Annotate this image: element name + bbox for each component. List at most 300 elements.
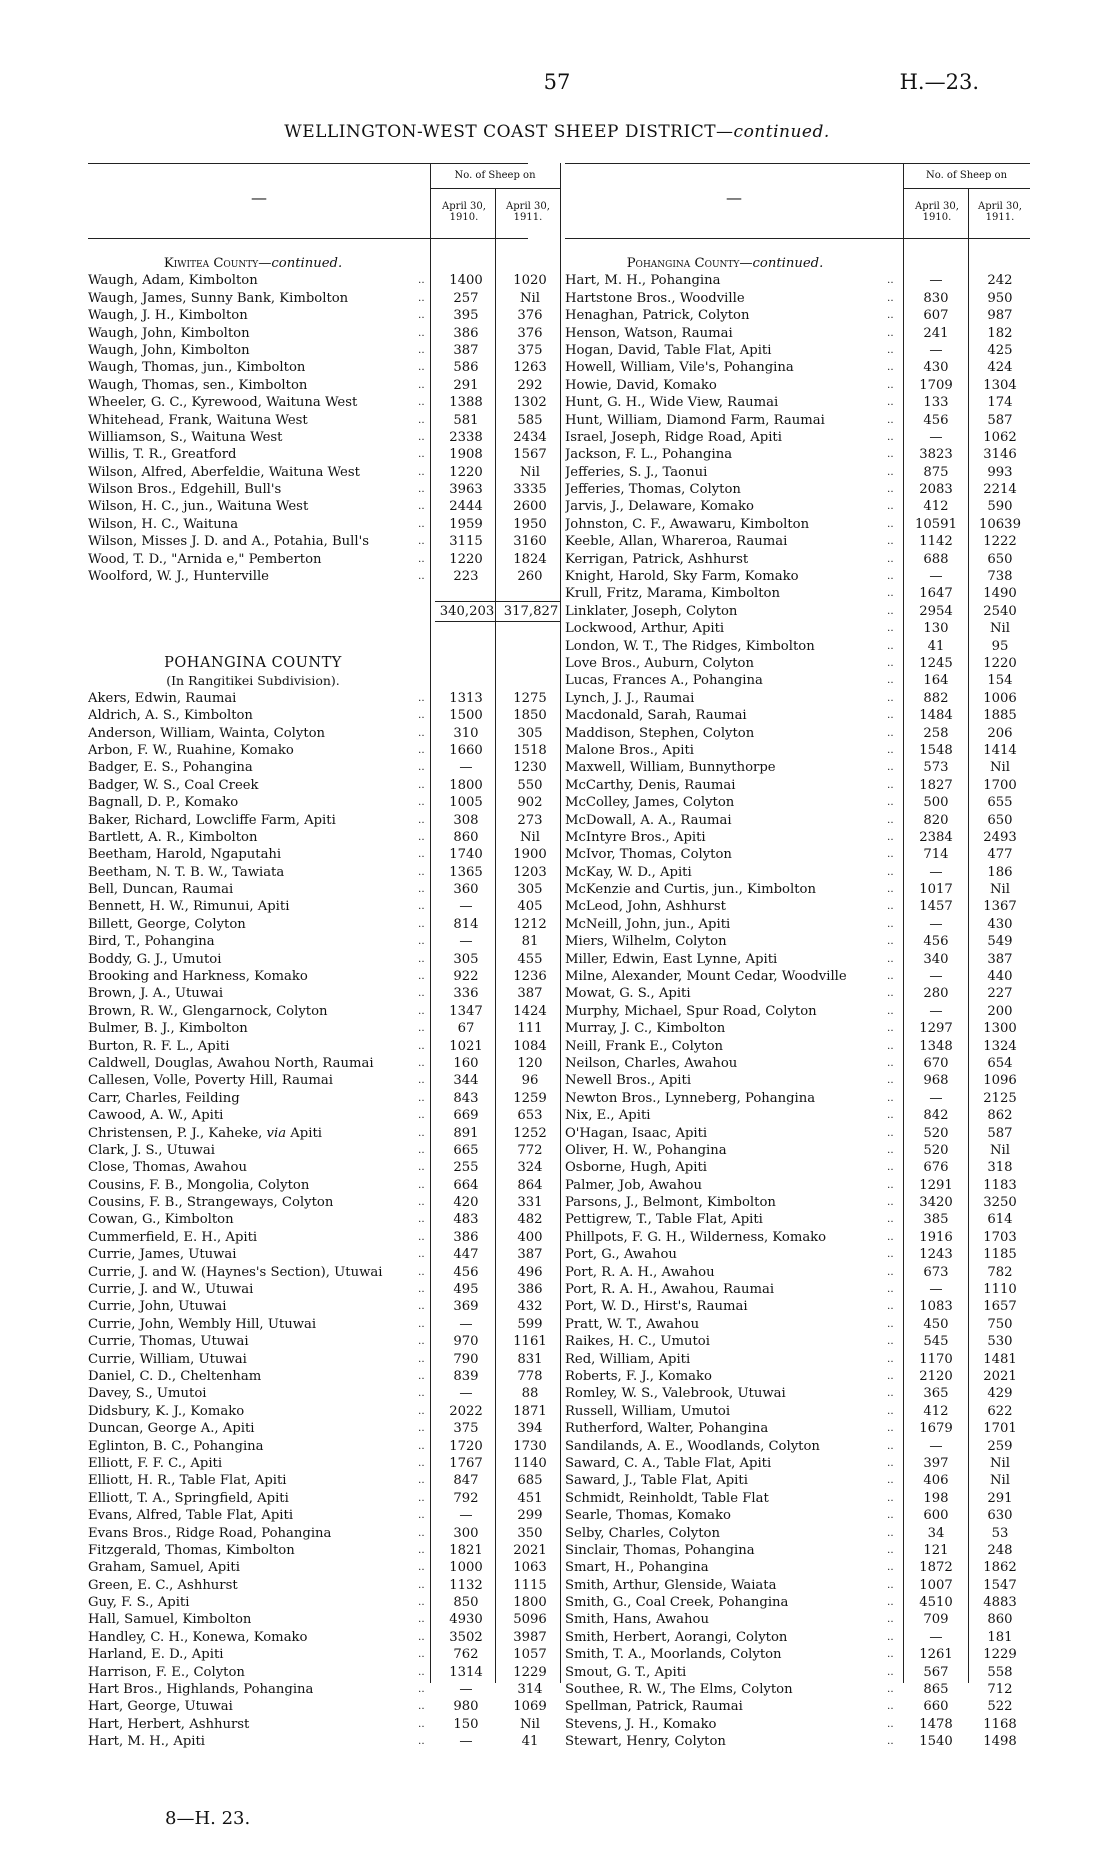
sheep-1910: 483 xyxy=(453,1212,479,1228)
sheep-1911: 987 xyxy=(987,308,1013,324)
holder-name-text: McDowall, A. A., Raumai xyxy=(565,812,732,828)
holder-name xyxy=(565,1420,885,1437)
holder-name xyxy=(565,377,885,394)
sheep-1911: 1259 xyxy=(513,1090,547,1106)
sheep-1910: 847 xyxy=(453,1473,479,1489)
sheep-1911: 1800 xyxy=(513,1595,547,1611)
leader-dots: ‥ xyxy=(887,1666,894,1678)
holder-name-text: Smith, Herbert, Aorangi, Colyton xyxy=(565,1629,788,1645)
section-heading xyxy=(565,255,885,272)
sheep-1911: 1703 xyxy=(983,1229,1017,1245)
holder-name-text: Jefferies, S. J., Taonui xyxy=(565,464,708,480)
holder-name xyxy=(88,290,418,307)
leader-dots: ‥ xyxy=(887,1475,894,1487)
holder-name-text: Johnston, C. F., Awawaru, Kimbolton xyxy=(565,516,810,532)
holder-name-text: Elliott, T. A., Springfield, Apiti xyxy=(88,1490,289,1506)
sheep-1911: 350 xyxy=(517,1525,543,1541)
sheep-1911: 425 xyxy=(987,342,1013,358)
name-column-header-right: — xyxy=(726,188,742,207)
holder-name xyxy=(565,951,885,968)
sheep-1911: 376 xyxy=(517,325,543,341)
holder-name xyxy=(565,777,885,794)
sheep-1911: 174 xyxy=(987,395,1013,411)
leader-dots: ‥ xyxy=(887,275,894,287)
holder-name xyxy=(88,1716,418,1733)
holder-name-text: Willis, T. R., Greatford xyxy=(88,447,237,463)
sheep-1911: 630 xyxy=(987,1508,1013,1524)
sheep-1910: 1083 xyxy=(919,1299,953,1315)
sheep-1911: 1304 xyxy=(983,377,1017,393)
holder-name-text: Christensen, P. J., Kaheke, xyxy=(88,1125,267,1141)
holder-name xyxy=(88,777,418,794)
holder-name xyxy=(88,1542,418,1559)
sheep-1910: 164 xyxy=(923,673,949,689)
holder-name-text: McColley, James, Colyton xyxy=(565,795,735,811)
table-row xyxy=(565,551,1030,568)
leader-dots: ‥ xyxy=(418,501,425,513)
holder-name-text: Currie, J. and W. (Haynes's Section), Utuwai xyxy=(88,1264,383,1280)
holder-name-text: Schmidt, Reinholdt, Table Flat xyxy=(565,1490,769,1506)
table-row xyxy=(88,1298,560,1315)
leader-dots: ‥ xyxy=(887,918,894,930)
sheep-1911: 831 xyxy=(517,1351,543,1367)
sheep-1911: 1950 xyxy=(513,516,547,532)
holder-name xyxy=(565,290,885,307)
holder-name xyxy=(88,1038,418,1055)
sheep-1911: 862 xyxy=(987,1108,1013,1124)
holder-name xyxy=(565,916,885,933)
sheep-1911: 599 xyxy=(517,1316,543,1332)
section-heading-continued: continued. xyxy=(271,256,343,271)
holder-name xyxy=(565,1594,885,1611)
sheep-1910: 1021 xyxy=(449,1038,483,1054)
table-row xyxy=(88,1716,560,1733)
sheep-1911: 260 xyxy=(517,569,543,585)
leader-dots: ‥ xyxy=(418,414,425,426)
table-row xyxy=(565,377,1030,394)
table-row xyxy=(88,916,560,933)
sheep-1910: 1647 xyxy=(919,586,953,602)
table-row xyxy=(88,342,560,359)
table-row xyxy=(565,1316,1030,1333)
leader-dots: ‥ xyxy=(887,1301,894,1313)
sheep-1911: 685 xyxy=(517,1473,543,1489)
holder-name-text: Rutherford, Walter, Pohangina xyxy=(565,1421,769,1437)
sheep-1910: 1916 xyxy=(919,1229,953,1245)
leader-dots: ‥ xyxy=(887,1701,894,1713)
holder-name xyxy=(88,1698,418,1715)
leader-dots: ‥ xyxy=(418,397,425,409)
sheep-1910: 336 xyxy=(453,986,479,1002)
sheep-1911: Nil xyxy=(990,882,1010,898)
sheep-1910: — xyxy=(929,1003,943,1019)
leader-dots: ‥ xyxy=(887,988,894,1000)
leader-dots: ‥ xyxy=(887,953,894,965)
table-row xyxy=(565,481,1030,498)
leader-dots: ‥ xyxy=(887,1562,894,1574)
holder-name-text: Currie, James, Utuwai xyxy=(88,1247,237,1263)
table-row xyxy=(565,1177,1030,1194)
table-row xyxy=(88,412,560,429)
sheep-1910: 2444 xyxy=(449,499,483,515)
holder-name xyxy=(565,1455,885,1472)
holder-name xyxy=(565,672,885,689)
leader-dots: ‥ xyxy=(418,1284,425,1296)
sheep-1911: 424 xyxy=(987,360,1013,376)
holder-name-italic: via xyxy=(266,1125,287,1141)
holder-name-text: Eglinton, B. C., Pohangina xyxy=(88,1438,264,1454)
sheep-1910: 41 xyxy=(927,638,945,654)
sheep-1911: Nil xyxy=(990,621,1010,637)
sheep-1911: 1006 xyxy=(983,690,1017,706)
sheep-1910: 882 xyxy=(923,690,949,706)
leader-dots: ‥ xyxy=(887,831,894,843)
sheep-1911: 376 xyxy=(517,308,543,324)
sheep-1911: 305 xyxy=(517,725,543,741)
leader-dots: ‥ xyxy=(887,344,894,356)
table-row xyxy=(565,1142,1030,1159)
total-1910: 340,203 xyxy=(439,603,495,619)
sheep-1910: 673 xyxy=(923,1264,949,1280)
holder-name-text: Waugh, James, Sunny Bank, Kimbolton xyxy=(88,290,349,306)
holder-name xyxy=(88,1316,418,1333)
leader-dots: ‥ xyxy=(418,936,425,948)
holder-name-text: Wilson, Misses J. D. and A., Potahia, Bull's xyxy=(88,534,369,550)
table-row xyxy=(88,1316,560,1333)
sheep-1910: 1767 xyxy=(449,1455,483,1471)
date-header-1911-left: April 30, 1911. xyxy=(506,201,550,223)
holder-name-text: Beetham, N. T. B. W., Tawiata xyxy=(88,864,285,880)
section-heading-text: Kiwitea County— xyxy=(163,256,272,271)
holder-name-text: Clark, J. S., Utuwai xyxy=(88,1142,215,1158)
table-row xyxy=(565,846,1030,863)
holder-name-text: Maxwell, William, Bunnythorpe xyxy=(565,760,776,776)
page-number: 57 xyxy=(543,70,571,94)
table-row xyxy=(88,1611,560,1628)
holder-name-text: Cowan, G., Kimbolton xyxy=(88,1212,234,1228)
holder-name xyxy=(88,1107,418,1124)
holder-name-text: Smart, H., Pohangina xyxy=(565,1560,709,1576)
sheep-1911: 2600 xyxy=(513,499,547,515)
holder-name xyxy=(565,655,885,672)
leader-dots: ‥ xyxy=(418,1075,425,1087)
holder-name xyxy=(88,394,418,411)
sheep-1911: 1203 xyxy=(513,864,547,880)
holder-name-text: Akers, Edwin, Raumai xyxy=(88,690,237,706)
leader-dots: ‥ xyxy=(418,762,425,774)
sheep-1911: 530 xyxy=(987,1334,1013,1350)
sheep-1910: 1220 xyxy=(449,464,483,480)
leader-dots: ‥ xyxy=(887,814,894,826)
holder-name-text: Lockwood, Arthur, Apiti xyxy=(565,621,725,637)
sheep-1911: 324 xyxy=(517,1160,543,1176)
sheep-1911: 1730 xyxy=(513,1438,547,1454)
sheep-1911: 1220 xyxy=(983,655,1017,671)
holder-name xyxy=(88,933,418,950)
table-row xyxy=(88,1351,560,1368)
holder-name-text: Currie, John, Wembly Hill, Utuwai xyxy=(88,1316,317,1332)
holder-name-text: Raikes, H. C., Umutoi xyxy=(565,1334,710,1350)
table-row xyxy=(565,898,1030,915)
leader-dots: ‥ xyxy=(887,675,894,687)
table-row xyxy=(565,1733,1030,1750)
table-row xyxy=(565,1281,1030,1298)
table-row xyxy=(565,1229,1030,1246)
sheep-1910: — xyxy=(459,934,473,950)
sheep-1911: 993 xyxy=(987,464,1013,480)
sheep-1910: 1297 xyxy=(919,1021,953,1037)
holder-name xyxy=(565,1403,885,1420)
holder-name-text: McLeod, John, Ashhurst xyxy=(565,899,726,915)
sheep-1910: 369 xyxy=(453,1299,479,1315)
sheep-1910: 1007 xyxy=(919,1577,953,1593)
sheep-1911: 782 xyxy=(987,1264,1013,1280)
holder-name xyxy=(565,1159,885,1176)
holder-name-text: Anderson, William, Wainta, Colyton xyxy=(88,725,326,741)
holder-name-text: Spellman, Patrick, Raumai xyxy=(565,1699,743,1715)
table-row xyxy=(88,1525,560,1542)
leader-dots: ‥ xyxy=(887,1075,894,1087)
leader-dots: ‥ xyxy=(418,553,425,565)
sheep-1910: 344 xyxy=(453,1073,479,1089)
holder-name-text: McIvor, Thomas, Colyton xyxy=(565,847,732,863)
table-row xyxy=(88,1594,560,1611)
table-row xyxy=(88,568,560,585)
sheep-1911: 653 xyxy=(517,1108,543,1124)
date-header-1911-right: April 30, 1911. xyxy=(978,201,1022,223)
holder-name xyxy=(88,812,418,829)
sheep-1910: 1540 xyxy=(919,1734,953,1750)
sheep-1911: 154 xyxy=(987,673,1013,689)
sheep-1910: — xyxy=(929,273,943,289)
sheep-1910: 257 xyxy=(453,290,479,306)
leader-dots: ‥ xyxy=(887,1405,894,1417)
table-row xyxy=(565,1368,1030,1385)
table-row xyxy=(88,1229,560,1246)
holder-name xyxy=(88,1298,418,1315)
sheep-1911: 53 xyxy=(991,1525,1009,1541)
holder-name xyxy=(565,1316,885,1333)
table-row xyxy=(565,1629,1030,1646)
leader-dots: ‥ xyxy=(418,571,425,583)
sheep-1911: 654 xyxy=(987,1055,1013,1071)
sheep-1911: 292 xyxy=(517,377,543,393)
sheep-1911: 2493 xyxy=(983,829,1017,845)
sheep-1910: 850 xyxy=(453,1595,479,1611)
holder-name xyxy=(565,1333,885,1350)
sheep-1910: 922 xyxy=(453,969,479,985)
table-row xyxy=(565,394,1030,411)
holder-name xyxy=(88,1333,418,1350)
leader-dots: ‥ xyxy=(418,1423,425,1435)
holder-name xyxy=(565,1003,885,1020)
holder-name-text: Waugh, Adam, Kimbolton xyxy=(88,273,258,289)
sheep-1911: 550 xyxy=(517,777,543,793)
table-row xyxy=(88,881,560,898)
sheep-1910: — xyxy=(929,342,943,358)
holder-name xyxy=(565,725,885,742)
sheep-1910: 970 xyxy=(453,1334,479,1350)
sheep-1911: 1300 xyxy=(983,1021,1017,1037)
holder-name xyxy=(88,516,418,533)
table-row xyxy=(88,464,560,481)
sheep-1911: 655 xyxy=(987,795,1013,811)
table-row xyxy=(88,481,560,498)
sheep-1910: 305 xyxy=(453,951,479,967)
holder-name-text: Henaghan, Patrick, Colyton xyxy=(565,308,750,324)
table-row xyxy=(88,1420,560,1437)
sheep-1911: 3987 xyxy=(513,1629,547,1645)
holder-name-text: Brown, J. A., Utuwai xyxy=(88,986,224,1002)
sheep-1911: 440 xyxy=(987,969,1013,985)
sheep-1910: 223 xyxy=(453,569,479,585)
holder-name xyxy=(88,551,418,568)
sheep-1911: 242 xyxy=(987,273,1013,289)
holder-name xyxy=(565,568,885,585)
sheep-1910: 2384 xyxy=(919,829,953,845)
sheep-1911: 1414 xyxy=(983,742,1017,758)
header-bottom-rule-right xyxy=(565,238,1030,239)
sheep-1911: 1183 xyxy=(983,1177,1017,1193)
holder-name xyxy=(565,1629,885,1646)
leader-dots: ‥ xyxy=(418,988,425,1000)
sheep-1911: 1275 xyxy=(513,690,547,706)
leader-dots: ‥ xyxy=(418,1214,425,1226)
table-row xyxy=(565,1577,1030,1594)
county-subheading-text: (In Rangitikei Subdivision). xyxy=(166,673,340,689)
table-row xyxy=(88,1246,560,1263)
holder-name xyxy=(88,725,418,742)
table-row xyxy=(565,1246,1030,1263)
holder-name-text: Davey, S., Umutoi xyxy=(88,1386,207,1402)
sheep-1911: 1161 xyxy=(513,1334,547,1350)
sheep-1910: 375 xyxy=(453,1421,479,1437)
leader-dots: ‥ xyxy=(418,310,425,322)
holder-name-text: Callesen, Volle, Poverty Hill, Raumai xyxy=(88,1073,334,1089)
leader-dots: ‥ xyxy=(887,536,894,548)
sheep-1911: 10639 xyxy=(979,516,1021,532)
holder-name xyxy=(565,1281,885,1298)
table-row xyxy=(565,429,1030,446)
sheep-1910: 1457 xyxy=(919,899,953,915)
sheep-1911: 1062 xyxy=(983,429,1017,445)
total-row xyxy=(88,603,560,620)
sheep-1911: 111 xyxy=(517,1021,543,1037)
sheep-1910: 792 xyxy=(453,1490,479,1506)
sheep-1910: — xyxy=(459,1508,473,1524)
sheep-1911: 1084 xyxy=(513,1038,547,1054)
holder-name-text: Neilson, Charles, Awahou xyxy=(565,1055,738,1071)
leader-dots: ‥ xyxy=(418,431,425,443)
sheep-1911: 206 xyxy=(987,725,1013,741)
table-row xyxy=(88,498,560,515)
sheep-1910: 495 xyxy=(453,1282,479,1298)
column-rule-left-3 xyxy=(560,163,561,1683)
footer-reference: 8—H. 23. xyxy=(165,1808,251,1829)
leader-dots: ‥ xyxy=(418,275,425,287)
table-row xyxy=(88,290,560,307)
holder-name-text: Pettigrew, T., Table Flat, Apiti xyxy=(565,1212,763,1228)
holder-name-text: Knight, Harold, Sky Farm, Komako xyxy=(565,569,799,585)
holder-name-text: Boddy, G. J., Umutoi xyxy=(88,951,222,967)
leader-dots: ‥ xyxy=(887,1492,894,1504)
table-row xyxy=(565,1107,1030,1124)
holder-name xyxy=(565,742,885,759)
table-row xyxy=(88,985,560,1002)
leader-dots: ‥ xyxy=(887,623,894,635)
leader-dots: ‥ xyxy=(887,1579,894,1591)
leader-dots: ‥ xyxy=(418,1736,425,1748)
sheep-1911: 96 xyxy=(521,1073,539,1089)
holder-name-text: Jarvis, J., Delaware, Komako xyxy=(565,499,754,515)
holder-name xyxy=(565,516,885,533)
leader-dots: ‥ xyxy=(418,1701,425,1713)
sheep-1910: 4510 xyxy=(919,1595,953,1611)
table-row xyxy=(565,1298,1030,1315)
holder-name-text: Kerrigan, Patrick, Ashhurst xyxy=(565,551,749,567)
holder-name-text: Phillpots, F. G. H., Wilderness, Komako xyxy=(565,1229,827,1245)
holder-name-text: Burton, R. F. L., Apiti xyxy=(88,1038,230,1054)
holder-name-text: Brown, R. W., Glengarnock, Colyton xyxy=(88,1003,328,1019)
table-row xyxy=(88,1385,560,1402)
holder-name xyxy=(565,812,885,829)
holder-name xyxy=(565,1055,885,1072)
holder-name-text: Waugh, Thomas, sen., Kimbolton xyxy=(88,377,308,393)
holder-name-text: McKay, W. D., Apiti xyxy=(565,864,692,880)
sheep-1911: 1057 xyxy=(513,1647,547,1663)
table-row xyxy=(565,638,1030,655)
table-row xyxy=(565,1681,1030,1698)
holder-name xyxy=(88,1194,418,1211)
table-row xyxy=(565,498,1030,515)
leader-dots: ‥ xyxy=(887,1336,894,1348)
sheep-1911: 1518 xyxy=(513,742,547,758)
holder-name xyxy=(88,707,418,724)
leader-dots: ‥ xyxy=(418,1162,425,1174)
holder-name xyxy=(88,498,418,515)
leader-dots: ‥ xyxy=(418,1666,425,1678)
sheep-1911: 1424 xyxy=(513,1003,547,1019)
sheep-1910: 3115 xyxy=(449,534,483,550)
sheep-1911: 549 xyxy=(987,934,1013,950)
sheep-1911: 305 xyxy=(517,882,543,898)
sheep-1910: 150 xyxy=(453,1716,479,1732)
table-row xyxy=(88,272,560,289)
sheep-1911: 1263 xyxy=(513,360,547,376)
holder-name-text: Oliver, H. W., Pohangina xyxy=(565,1142,727,1158)
leader-dots: ‥ xyxy=(418,518,425,530)
holder-name-text: Elliott, F. F. C., Apiti xyxy=(88,1455,223,1471)
table-row xyxy=(565,1472,1030,1489)
sheep-1911: 400 xyxy=(517,1229,543,1245)
holder-name xyxy=(565,1142,885,1159)
sheep-1910: 842 xyxy=(923,1108,949,1124)
table-row xyxy=(565,812,1030,829)
sheep-1910: 1500 xyxy=(449,708,483,724)
sheep-1910: 430 xyxy=(923,360,949,376)
sheep-1911: 2214 xyxy=(983,482,1017,498)
table-row xyxy=(565,1420,1030,1437)
leader-dots: ‥ xyxy=(887,1353,894,1365)
leader-dots: ‥ xyxy=(418,344,425,356)
holder-name-text: Krull, Fritz, Marama, Kimbolton xyxy=(565,586,780,602)
sheep-1910: 843 xyxy=(453,1090,479,1106)
holder-name xyxy=(565,1229,885,1246)
sheep-1910: 500 xyxy=(923,795,949,811)
sheep-1910: 830 xyxy=(923,290,949,306)
sheep-1910: 386 xyxy=(453,325,479,341)
holder-name xyxy=(88,1368,418,1385)
